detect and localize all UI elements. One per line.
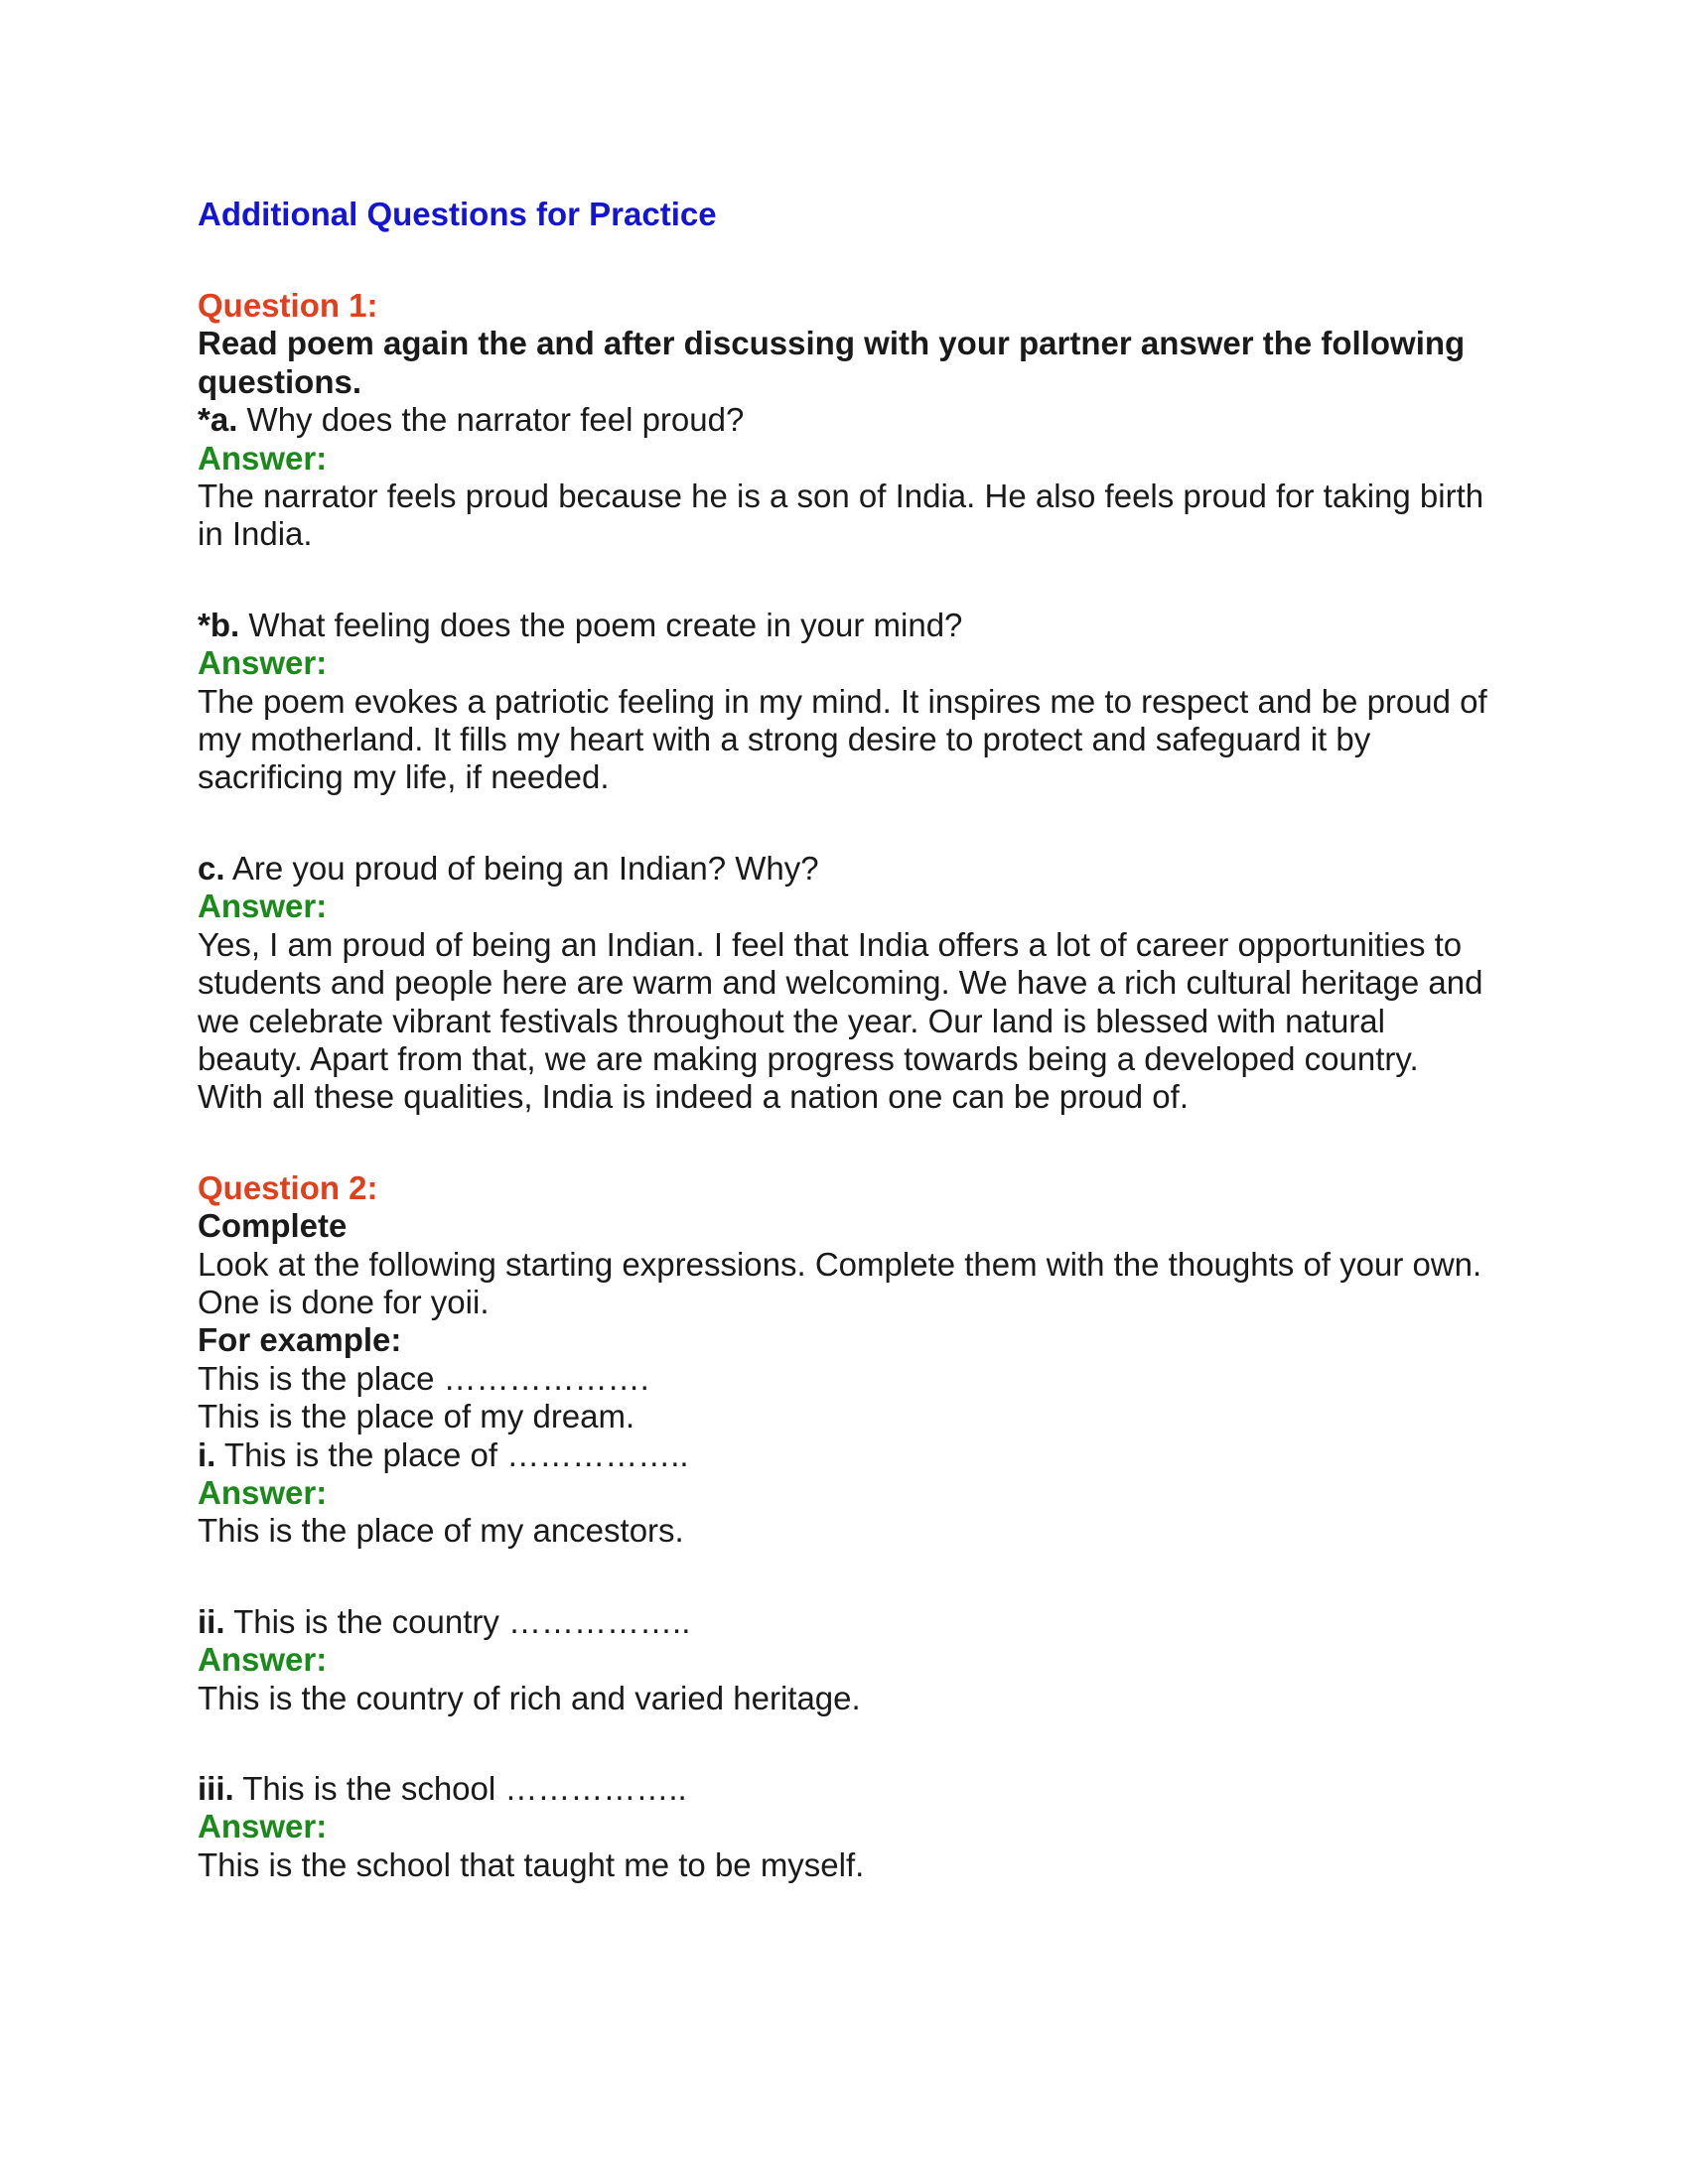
question-1c-block xyxy=(198,850,1488,1117)
spacer xyxy=(198,1717,1488,1770)
question-2i-block xyxy=(198,1436,1488,1551)
document-body xyxy=(198,195,1488,1884)
question-2-subheading: Complete xyxy=(198,1207,348,1245)
question-2iii-block xyxy=(198,1770,1488,1884)
example-prompt: This is the place ………………. xyxy=(198,1359,649,1397)
spacer xyxy=(198,797,1488,850)
answer-label: Answer: xyxy=(198,1473,328,1511)
answer-text: The narrator feels proud because he is a son of India. He also feels proud for taking birth in India. xyxy=(198,478,1484,553)
question-2-section xyxy=(198,1169,1488,1885)
document-title: Additional Questions for Practice xyxy=(198,196,717,232)
item-marker: c. xyxy=(198,849,225,887)
answer-label: Answer: xyxy=(198,1641,328,1679)
item-question-text: This is the country …………….. xyxy=(224,1602,691,1640)
question-1a-block xyxy=(198,401,1488,554)
answer-text: This is the place of my ancestors. xyxy=(198,1512,684,1550)
answer-label: Answer: xyxy=(198,439,328,477)
item-marker: *b. xyxy=(198,606,240,643)
question-1a-prompt xyxy=(198,401,1488,439)
question-2-heading: Question 2: xyxy=(198,1168,378,1206)
question-1c-prompt xyxy=(198,850,1488,887)
answer-text: This is the country of rich and varied heritage. xyxy=(198,1679,861,1716)
example-label: For example: xyxy=(198,1321,402,1359)
answer-label: Answer: xyxy=(198,887,328,925)
item-question-text: This is the place of …………….. xyxy=(215,1435,689,1473)
answer-label: Answer: xyxy=(198,644,328,682)
item-marker: ii. xyxy=(198,1602,225,1640)
spacer xyxy=(198,1117,1488,1169)
question-1b-block xyxy=(198,607,1488,797)
question-1b-prompt xyxy=(198,607,1488,644)
question-2ii-block xyxy=(198,1603,1488,1717)
spacer xyxy=(198,554,1488,607)
item-question-text: Why does the narrator feel proud? xyxy=(237,401,745,439)
question-2ii-prompt xyxy=(198,1603,1488,1641)
question-2-instruction: Look at the following starting expressions. Complete them with the thoughts of your own. One is done for yoii. xyxy=(198,1245,1482,1320)
answer-text: This is the school that taught me to be myself. xyxy=(198,1845,865,1883)
item-marker: iii. xyxy=(198,1770,234,1807)
item-question-text: This is the school …………….. xyxy=(233,1770,687,1807)
answer-text: The poem evokes a patriotic feeling in my mind. It inspires me to respect and be proud of my motherland. It fills my heart with a strong desire to protect and safeguard it by sacrificing my life, if needed. xyxy=(198,682,1487,796)
question-1-section xyxy=(198,287,1488,1117)
spacer xyxy=(198,1551,1488,1603)
question-1-heading: Question 1: xyxy=(198,287,378,324)
answer-label: Answer: xyxy=(198,1808,328,1845)
question-1-instruction: Read poem again the and after discussing with your partner answer the following questions. xyxy=(198,325,1466,400)
item-question-text: What feeling does the poem create in your mind? xyxy=(239,606,963,643)
question-2i-prompt xyxy=(198,1436,1488,1474)
question-2iii-prompt xyxy=(198,1770,1488,1808)
item-question-text: Are you proud of being an Indian? Why? xyxy=(224,849,819,887)
example-answer: This is the place of my dream. xyxy=(198,1398,635,1435)
item-marker: i. xyxy=(198,1435,216,1473)
item-marker: *a. xyxy=(198,401,238,439)
answer-text: Yes, I am proud of being an Indian. I feel that India offers a lot of career opportunities to students and people here are warm and welcoming. We have a rich cultural heritage and we celebrate vibrant festivals throughout the year. Our land is blessed with natural beauty. Apart from that, we are making progress towards being a developed country. With all these qualities, India is indeed a nation one can be proud of. xyxy=(198,925,1483,1116)
